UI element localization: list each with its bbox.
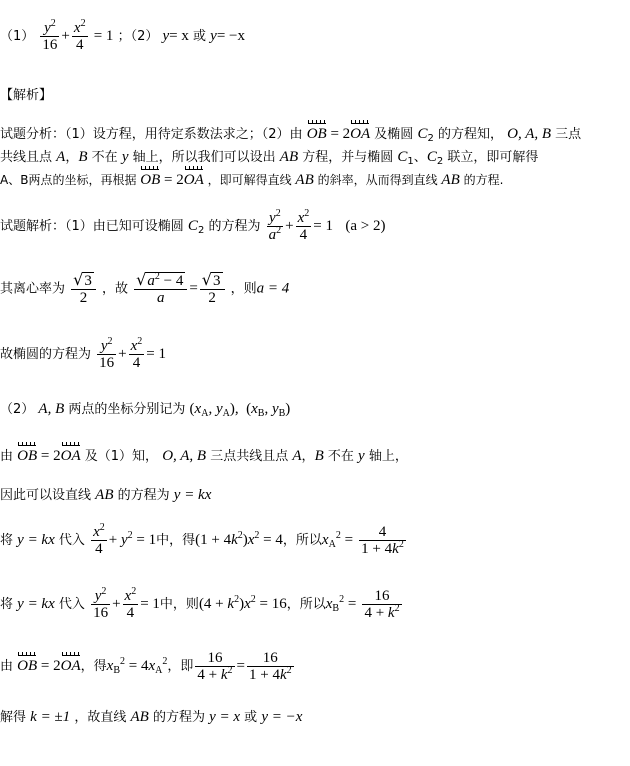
- math-text: A, B: [38, 401, 65, 417]
- math-text: y = kx: [173, 487, 212, 503]
- analysis-text: 的方程.: [463, 173, 504, 187]
- solution-text: 由: [0, 659, 14, 674]
- solution-line-10: 解得 k = ±1 ，故直线 AB 的方程为 y = x 或 y = −x: [0, 709, 303, 725]
- solution-text: 两点的坐标分别记为: [68, 402, 186, 417]
- solution-line-1: 试题解析：（1）由已知可设椭圆 $C_2$ 的方程为 $\frac{y^2}{a^2}$ + $\frac{x^2}{4}$ = 1 (a > 2): [0, 208, 386, 243]
- solution-text: 试题解析：（1）由已知可设椭圆: [0, 219, 184, 234]
- solution-line-3: 故椭圆的方程为 $\frac{y^2}{16}$ + $\frac{x^2}{4}$ = 1: [0, 336, 167, 371]
- analysis-text: 共线且点: [0, 150, 53, 165]
- solution-line-9: 由 OB = 2OA，得$x_B^2 = 4x_A^2$，即 $\frac{16}{4 + k^2}$ = $\frac{16}{1 + 4k^2}$: [0, 650, 292, 683]
- var-y: y: [210, 28, 217, 44]
- solution-text: 代入: [58, 597, 85, 612]
- math-text: AB: [279, 149, 299, 165]
- solution-text: ，则: [230, 281, 257, 297]
- solution-text: 中，得: [156, 533, 196, 548]
- analysis-text: 及椭圆: [374, 127, 414, 142]
- answer-line: （1） $\frac{y^2}{16}$ + $\frac{x^2}{4}$ = 1 ；（2） y= x 或 y= −x: [0, 18, 246, 53]
- math-text: a = 4: [256, 280, 290, 297]
- solution-line-4: （2） A, B 两点的坐标分别记为 ($x_A$, $y_A$), ($x_B$, $y_B$): [0, 401, 291, 419]
- solution-text: 的方程为: [208, 219, 261, 234]
- solution-text: 因此可以设直线: [0, 488, 92, 503]
- math-text: A: [56, 149, 66, 165]
- solution-line-2: 其离心率为 $\frac{√3}{2}$ ，故 $\frac{√a^2 - 4}{a}$ = $\frac{√3}{2}$ ，则a = 4: [0, 270, 290, 306]
- eq-neg-x: = −x: [216, 28, 246, 44]
- answer-part2-label: ；（2）: [117, 29, 159, 44]
- analysis-text: 轴上，所以我们可以设出: [132, 150, 276, 165]
- eq-x: = x: [169, 28, 189, 44]
- solution-text: 由: [0, 449, 14, 464]
- analysis-text: 方程，并与椭圆: [302, 150, 394, 165]
- solution-text: 或: [244, 710, 258, 725]
- math-text: y: [121, 149, 129, 165]
- analysis-line-1: 试题分析：（1）设方程，用待定系数法求之；（2）由 OB = 2OA 及椭圆 $C_2$ 的方程知， O, A, B 三点: [0, 120, 581, 143]
- solution-text: 解得: [0, 710, 27, 725]
- solution-text: 其离心率为: [0, 281, 66, 297]
- var-y: y: [162, 28, 170, 44]
- analysis-text: 联立，即可解得: [447, 150, 539, 165]
- solution-text: ，故: [102, 281, 129, 297]
- solution-text: 代入: [58, 533, 85, 548]
- solution-text: ，所以: [282, 533, 322, 548]
- solution-text: 的方程为: [117, 488, 170, 503]
- x2-over-4: $\frac{x^2}{4}$: [73, 18, 86, 53]
- analysis-text: 不在: [91, 150, 118, 165]
- solution-text: 的方程为: [152, 710, 205, 725]
- solution-line-7: 将 y = kx 代入 $\frac{x^2}{4}$ + $y^2 = 1$中，得$(1 + 4k^2)x^2 = 4$，所以$x_A^2$ = $\frac{4}{1 + 4k^2}$: [0, 522, 404, 557]
- solution-line-8: 将 y = kx 代入 $\frac{y^2}{16}$ + $\frac{x^2}{4}$ = 1中，则$(4 + k^2)x^2 = 16$，所以$x_B^2$ = $\frac{16}{4 + k^2}$: [0, 586, 400, 621]
- analysis-text: 、: [413, 150, 427, 165]
- section-heading: 【解析】: [0, 88, 53, 103]
- analysis-text: 试题分析：（1）设方程，用待定系数法求之；（2）由: [0, 127, 303, 142]
- answer-part1-label: （1）: [0, 29, 35, 44]
- condition: (a > 2): [345, 218, 386, 234]
- analysis-text: 的斜率，从而得到直线: [317, 173, 438, 187]
- analysis-line-3: A、B两点的坐标，再根据 OB = 2OA ，即可解得直线 AB 的斜率，从而得到直线 AB 的方程.: [0, 166, 503, 189]
- analysis-text: A、B两点的坐标，再根据: [0, 173, 137, 187]
- analysis-text: ，: [65, 150, 79, 165]
- solution-text: ，得: [80, 659, 107, 674]
- eq-one: = 1: [93, 28, 114, 44]
- solution-text: （2）: [0, 402, 35, 417]
- y2-over-16: $\frac{y^2}{16}$: [42, 18, 58, 53]
- analysis-line-2: 共线且点 A，B 不在 y 轴上，所以我们可以设出 AB 方程，并与椭圆 $C_1$、$C_2$ 联立，即可解得: [0, 149, 539, 167]
- analysis-text: ，即可解得直线: [207, 173, 292, 187]
- solution-text: 三点共线且点: [210, 449, 289, 464]
- math-text: O, A, B: [507, 126, 552, 142]
- solution-text: 中，则: [159, 597, 199, 612]
- solution-text: 将: [0, 597, 14, 612]
- analysis-text: 三点: [555, 127, 582, 142]
- solution-line-6: 因此可以设直线 AB 的方程为 y = kx: [0, 487, 212, 503]
- solution-text: 轴上，: [368, 449, 408, 464]
- solution-line-5: 由 OB = 2OA 及（1）知， O, A, B 三点共线且点 A，B 不在 y 轴上，: [0, 442, 408, 465]
- solution-text: 将: [0, 533, 14, 548]
- solution-text: ，故直线: [74, 710, 127, 725]
- solution-text: ，即: [167, 659, 194, 674]
- solution-text: 及（1）知，: [84, 449, 159, 464]
- analysis-text: 的方程知，: [437, 127, 503, 142]
- solution-text: ，所以: [286, 597, 326, 612]
- solution-text: 不在: [327, 449, 354, 464]
- math-text: k = ±1: [30, 709, 71, 725]
- or-text: 或: [193, 29, 207, 44]
- solution-text: 故椭圆的方程为: [0, 347, 92, 362]
- math-text: B: [78, 149, 88, 165]
